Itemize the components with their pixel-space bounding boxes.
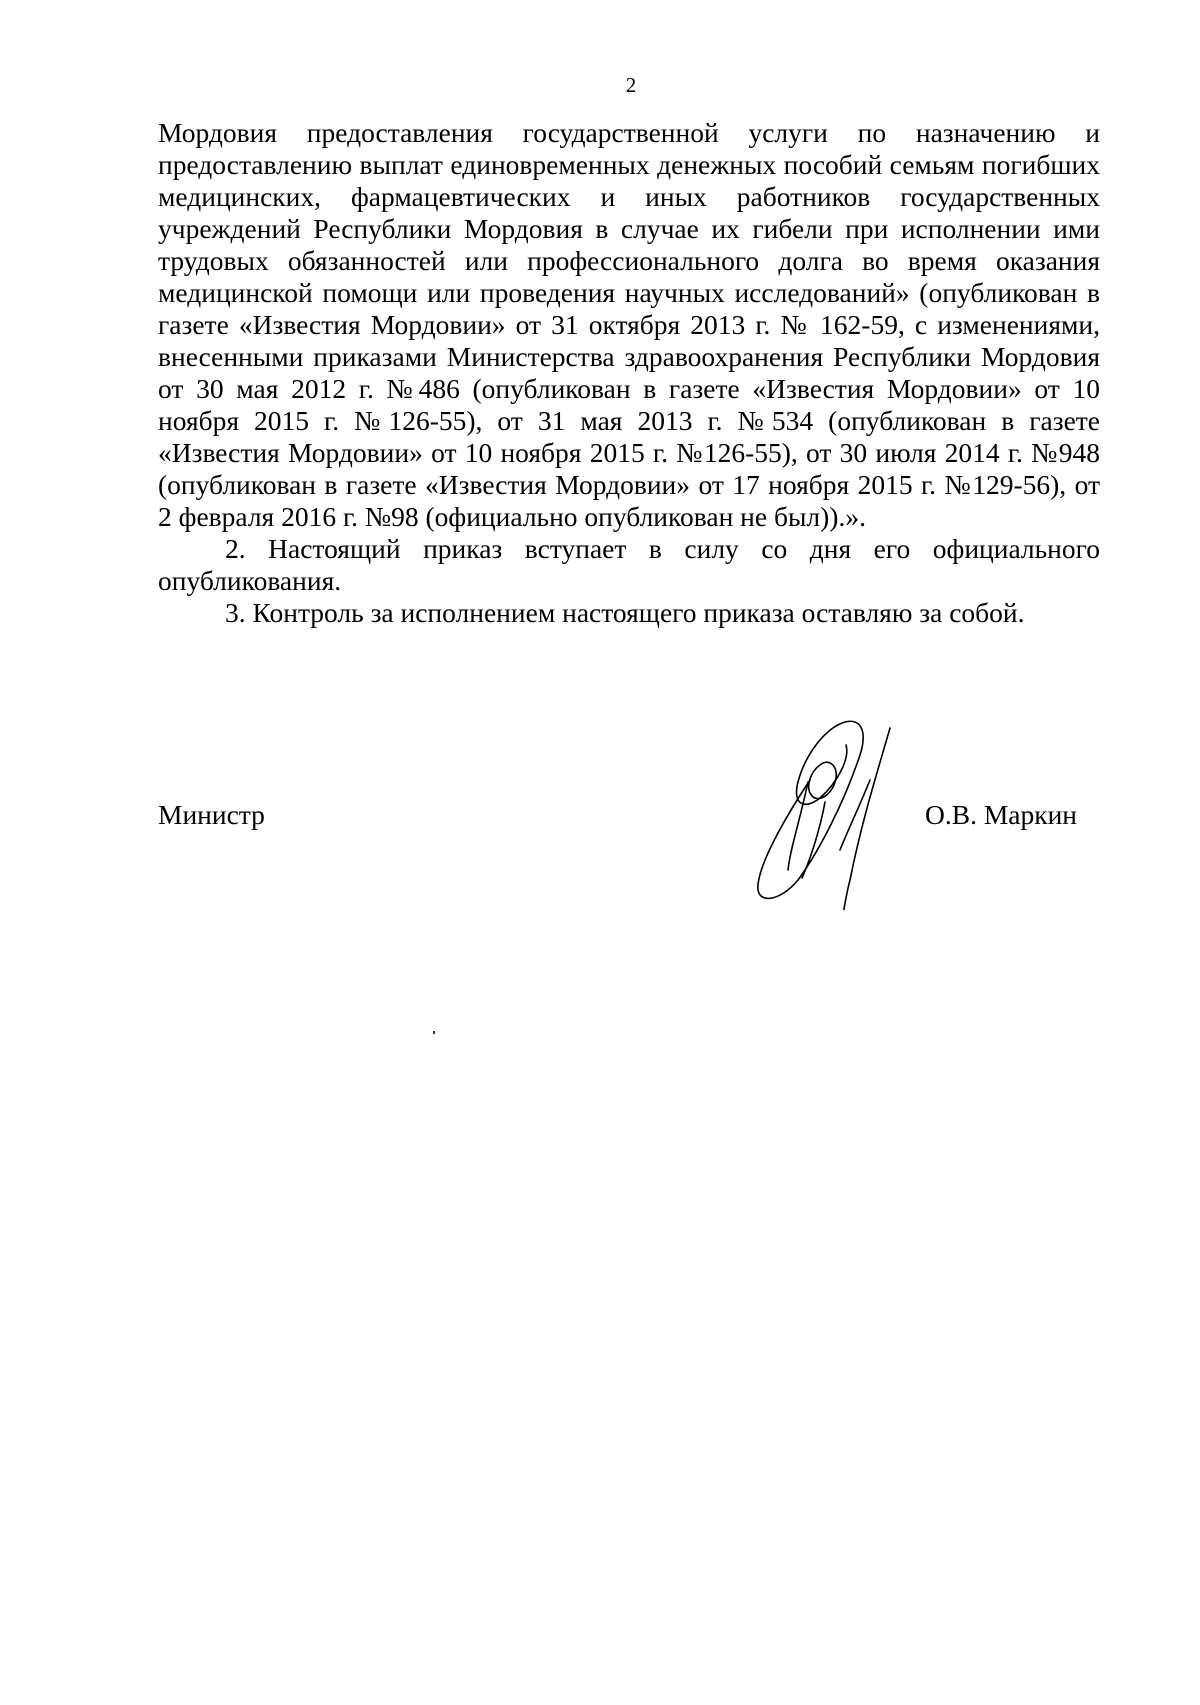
paragraph-control: 3. Контроль за исполнением настоящего приказа оставляю за собой. (225, 597, 1025, 628)
paragraph-effective-date: 2. Настоящий приказ вступает в силу со дня его официального опубликования. (158, 533, 1100, 596)
document-body (158, 117, 1100, 629)
position-title: Министр (158, 799, 265, 830)
page-number: 2 (625, 73, 637, 97)
signer-name: О.В. Маркин (925, 799, 1078, 830)
scan-speck (433, 1031, 435, 1034)
paragraph-continuation: Мордовия предоставления государственной услуги по назначению и предоставлению выплат единовременных денежных пособий семьям погибших медицинских, фармацевтических и иных работников государственных учреждений Республики Мордовия в случае их гибели при исполнении ими трудовых обязанностей или профессионального долга во время оказания медицинской помощи или проведения научных исследований» (опубликован в газете «Известия Мордовии» от 31 октября 2013 г. № 162-59, с изменениями, внесенными приказами Министерства здравоохранения Республики Мордовия от 30 мая 2012 г. №486 (опубликован в газете «Известия Мордовии» от 10 ноября 2015 г. №126-55), от 31 мая 2013 г. №534 (опубликован в газете «Известия Мордовии» от 10 ноября 2015 г. №126-55), от 30 июля 2014 г. №948 (опубликован в газете «Известия Мордовии» от 17 ноября 2015 г. №129-56), от 2 февраля 2016 г. №98 (официально опубликован не был)).». (158, 117, 1100, 532)
